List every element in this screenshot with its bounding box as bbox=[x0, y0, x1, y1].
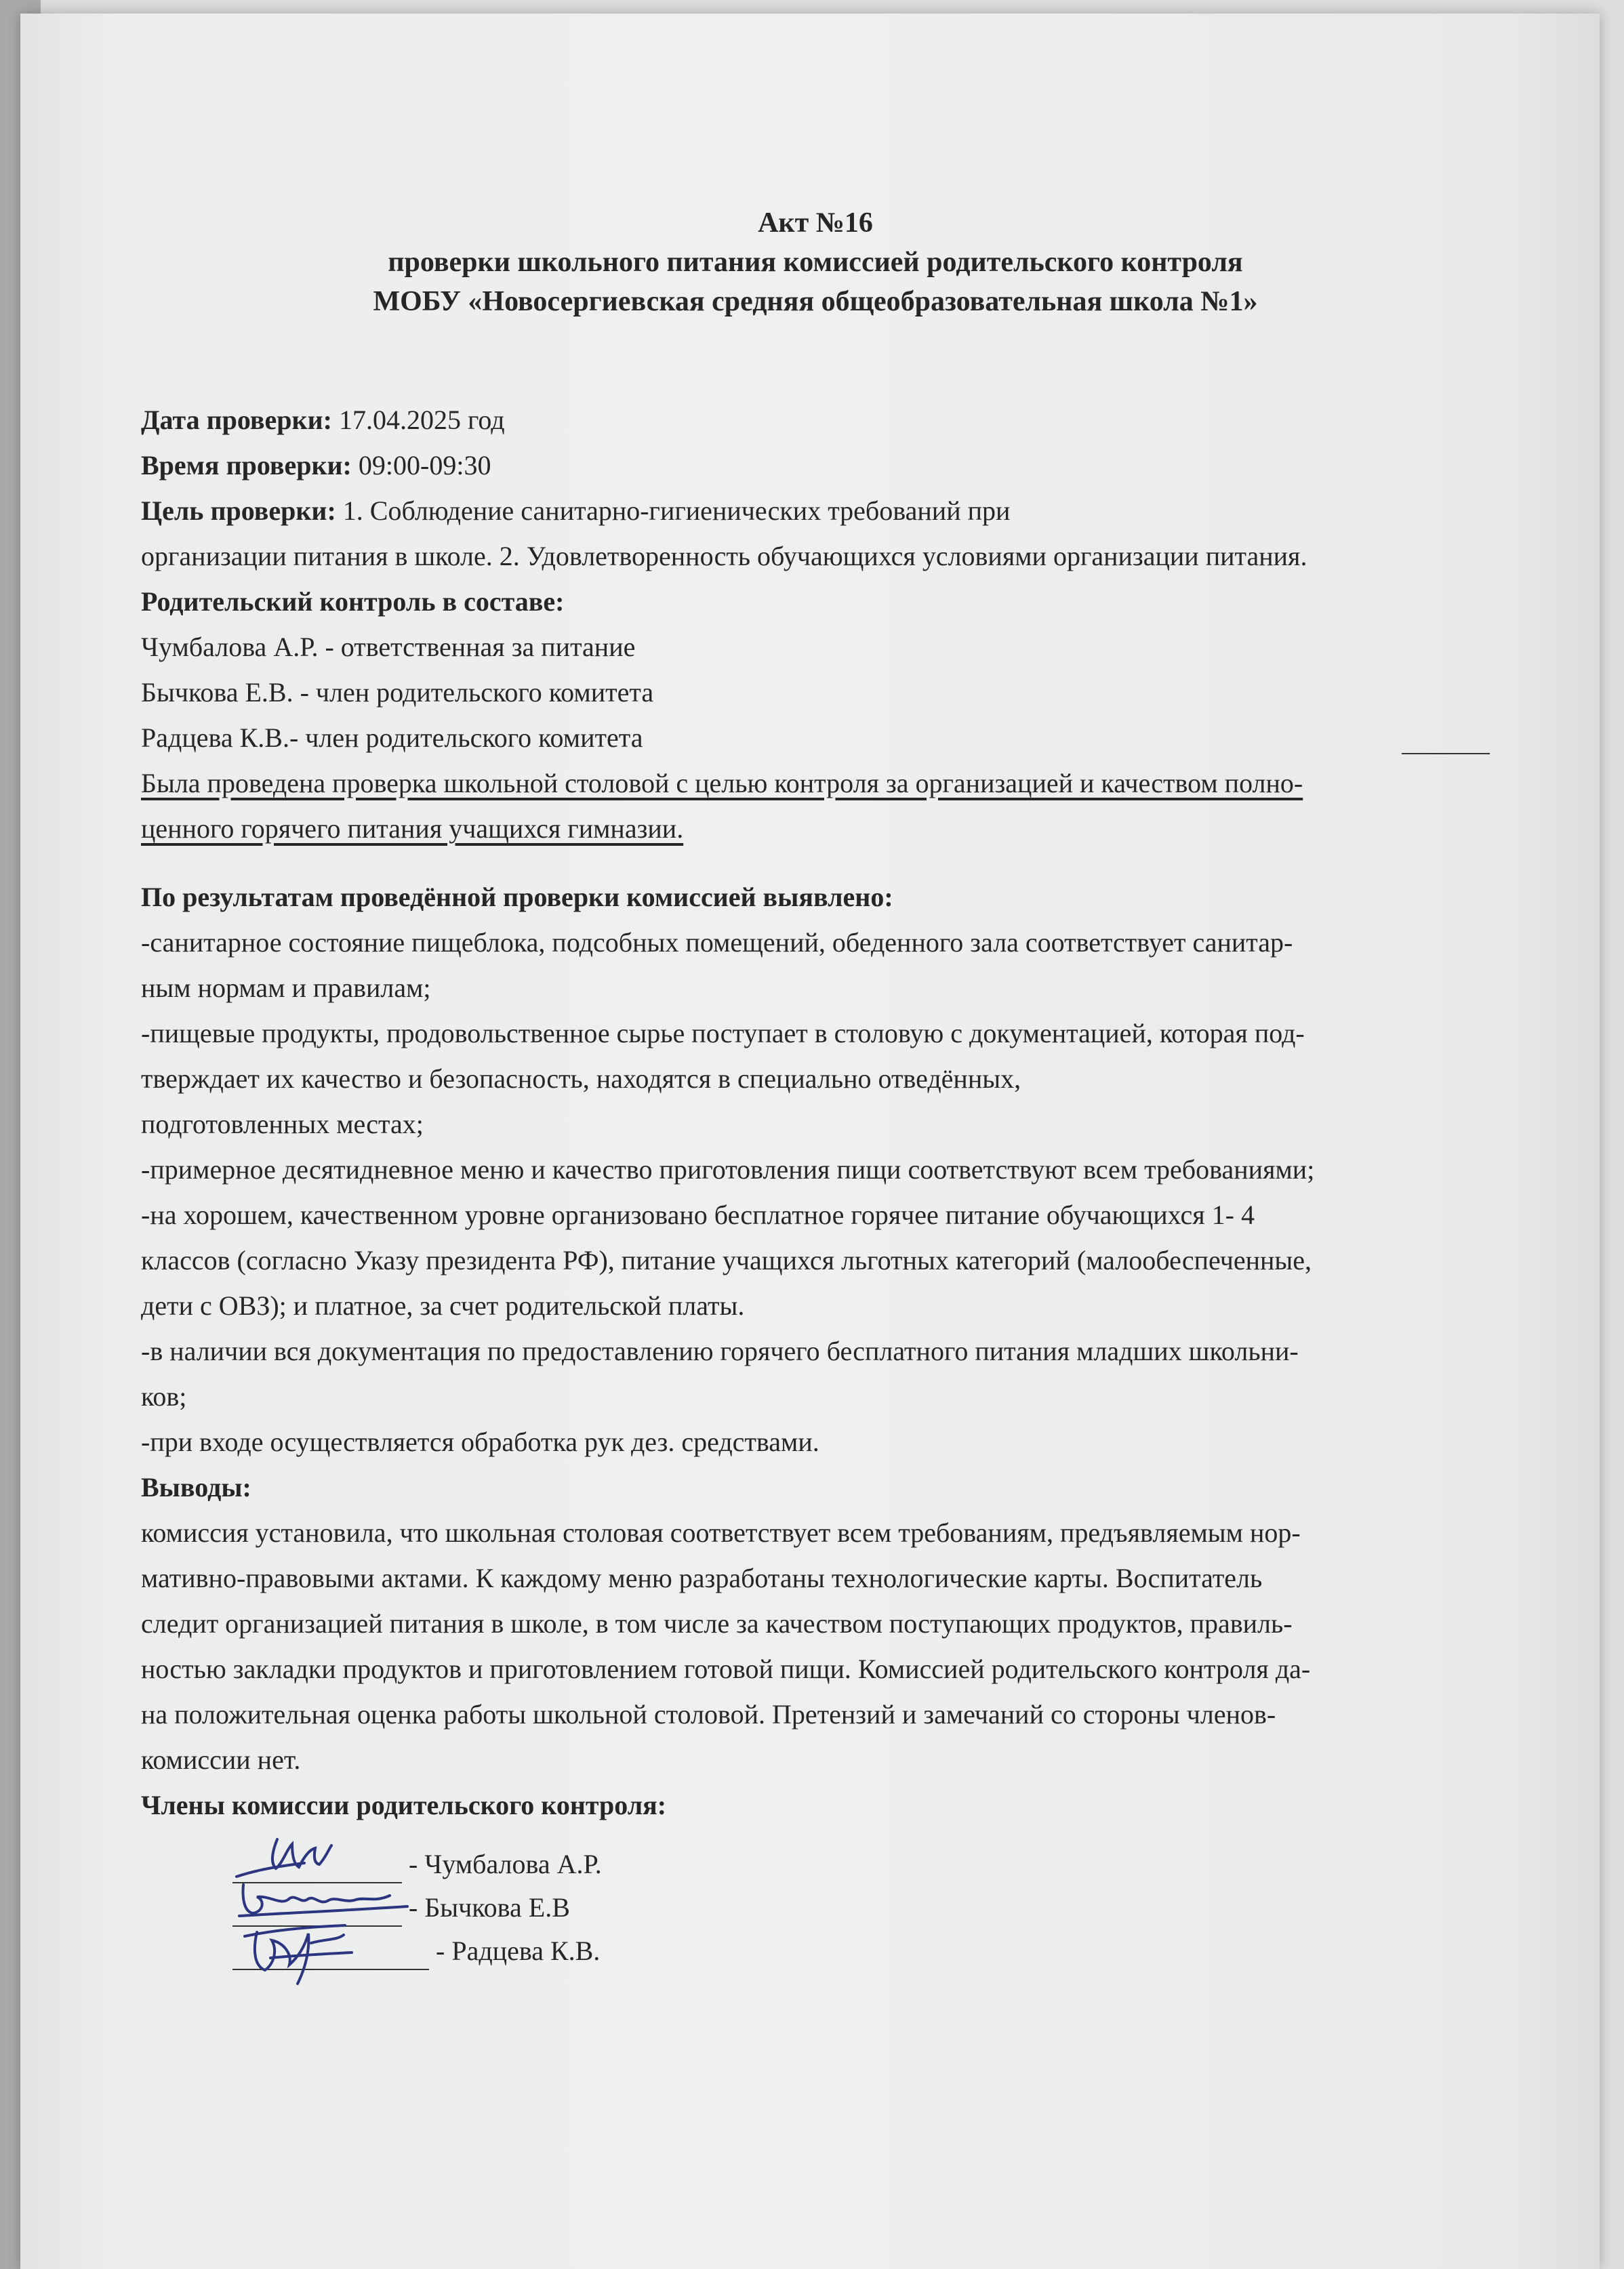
date-value: 17.04.2025 год bbox=[331, 405, 505, 435]
inspection-line: Была проведена проверка школьной столовой с целью контроля за организацией и качеством полно- bbox=[141, 768, 1303, 798]
goal-label: Цель проверки: bbox=[141, 495, 336, 526]
time-label: Время проверки: bbox=[141, 450, 352, 481]
document bbox=[141, 203, 1490, 1970]
signature-name: - Бычкова Е.В bbox=[409, 1892, 570, 1923]
signature-line bbox=[232, 1931, 429, 1970]
goal-value-1: 1. Соблюдение санитарно-гигиенических требований при bbox=[336, 495, 1011, 526]
committee-member-row bbox=[141, 715, 1490, 760]
findings-label: По результатам проведённой проверки комиссией выявлено: bbox=[141, 882, 893, 912]
committee-member: Бычкова Е.В. - член родительского комитета bbox=[141, 677, 654, 708]
findings-line: -санитарное состояние пищеблока, подсобных помещений, обеденного зала соответствует санитар- bbox=[141, 927, 1293, 958]
time-value: 09:00-09:30 bbox=[351, 450, 491, 481]
signature-block bbox=[141, 1840, 1490, 1970]
signature-name: - Чумбалова А.Р. bbox=[409, 1849, 602, 1879]
signatures-label: Члены комиссии родительского контроля: bbox=[141, 1790, 667, 1820]
committee-member: Радцева К.В.- член родительского комитета bbox=[141, 722, 643, 753]
conclusions-line: комиссия установила, что школьная столовая соответствует всем требованиям, предъявляемым нор- bbox=[141, 1517, 1301, 1548]
conclusions-label: Выводы: bbox=[141, 1472, 251, 1503]
act-subtitle: проверки школьного питания комиссией родительского контроля bbox=[388, 247, 1243, 278]
findings-line: -при входе осуществляется обработка рук дез. средствами. bbox=[141, 1427, 819, 1457]
date-label: Дата проверки: bbox=[141, 405, 332, 435]
document-header bbox=[141, 203, 1490, 321]
conclusions-line: комиссии нет. bbox=[141, 1744, 301, 1775]
committee-member: Чумбалова А.Р. - ответственная за питание bbox=[141, 632, 636, 662]
committee-label: Родительский контроль в составе: bbox=[141, 586, 565, 617]
goal-value-2: организации питания в школе. 2. Удовлетворенность обучающихся условиями организации питания. bbox=[141, 541, 1307, 571]
goal-row bbox=[141, 488, 1490, 533]
findings-line: -в наличии вся документация по предоставлению горячего бесплатного питания младших школьни- bbox=[141, 1336, 1299, 1366]
inspection-line: ценного горячего питания учащихся гимназии. bbox=[141, 813, 684, 844]
findings-line: -пищевые продукты, продовольственное сырье поступает в столовую с документацией, которая под- bbox=[141, 1018, 1305, 1048]
school-name: МОБУ «Новосергиевская средняя общеобразовательная школа №1» bbox=[373, 286, 1258, 317]
blank-rule bbox=[1402, 719, 1490, 754]
conclusions-line: следит организацией питания в школе, в том числе за качеством поступающих продуктов, правиль- bbox=[141, 1608, 1293, 1639]
findings-line: ным нормам и правилам; bbox=[141, 973, 431, 1003]
findings-line: ков; bbox=[141, 1381, 187, 1412]
findings-line: классов (согласно Указу президента РФ), питание учащихся льготных категорий (малообеспеченные, bbox=[141, 1245, 1312, 1275]
conclusions-line: ностью закладки продуктов и приготовлением готовой пищи. Комиссией родительского контроля да- bbox=[141, 1654, 1311, 1684]
findings-line: дети с ОВЗ); и платное, за счет родительской платы. bbox=[141, 1290, 745, 1321]
findings-line: тверждает их качество и безопасность, находятся в специально отведённых, bbox=[141, 1063, 1021, 1094]
time-row bbox=[141, 443, 1490, 488]
signature-name: - Радцева К.В. bbox=[436, 1936, 601, 1966]
findings-line: -на хорошем, качественном уровне организовано бесплатное горячее питание обучающихся 1- 4 bbox=[141, 1200, 1255, 1230]
signature-radtseva bbox=[230, 1916, 365, 1990]
conclusions-line: на положительная оценка работы школьной столовой. Претензий и замечаний со стороны членов- bbox=[141, 1699, 1276, 1730]
act-title: Акт №16 bbox=[758, 207, 873, 239]
spacer bbox=[141, 851, 1490, 874]
date-row bbox=[141, 397, 1490, 443]
conclusions-line: мативно-правовыми актами. К каждому меню разработаны технологические карты. Воспитатель bbox=[141, 1563, 1263, 1593]
findings-line: -примерное десятидневное меню и качество приготовления пищи соответствуют всем требованиями; bbox=[141, 1154, 1315, 1185]
signature-row bbox=[141, 1927, 1490, 1970]
findings-line: подготовленных местах; bbox=[141, 1109, 424, 1139]
